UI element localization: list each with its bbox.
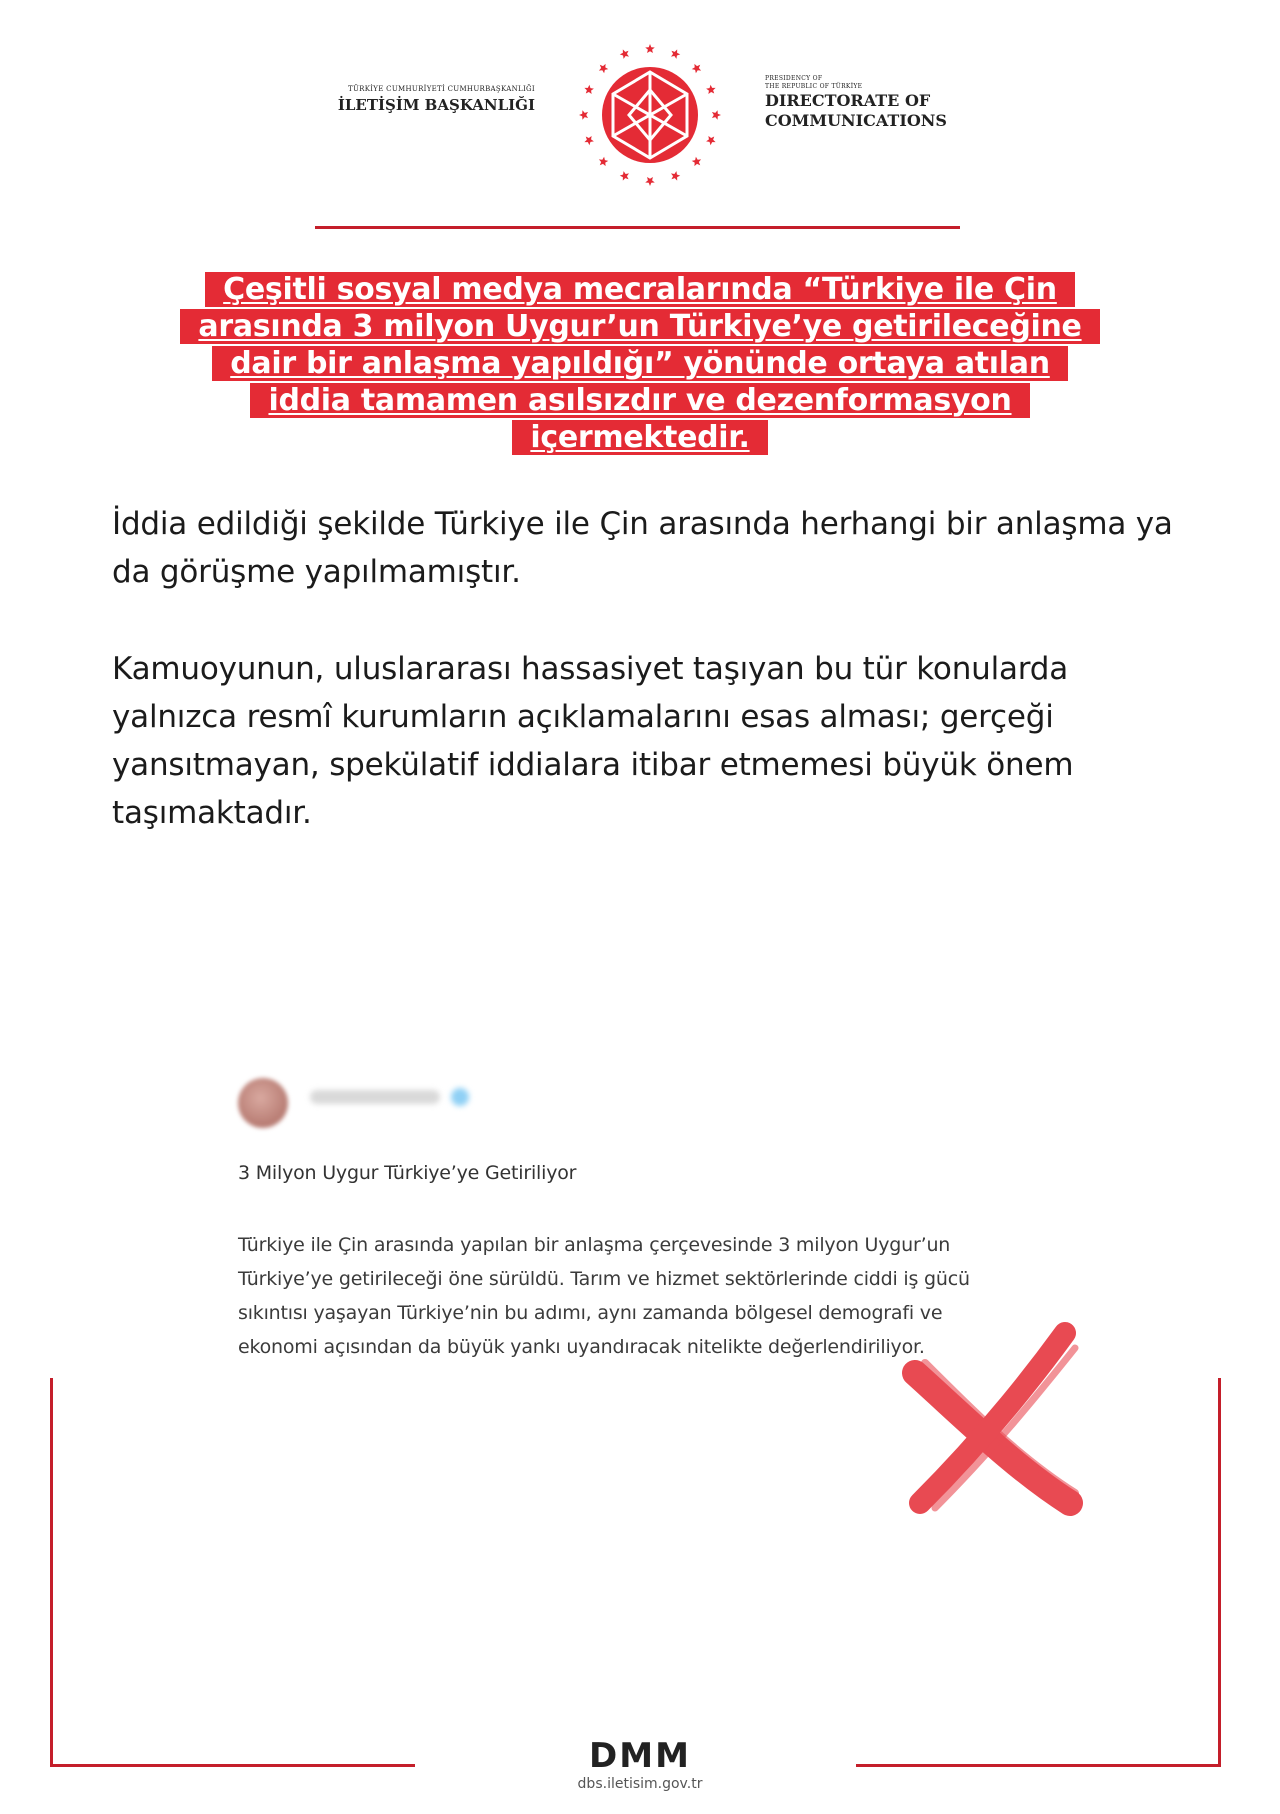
emblem-star-icon (706, 136, 715, 145)
post-body: Türkiye ile Çin arasında yapılan bir anlaşma çerçevesinde 3 milyon Uygur’un Türkiye’ye getirileceği öne sürüldü. Tarım ve hizmet sektörlerinde ciddi iş gücü sıkıntısı yaşayan Türkiye’nin bu adımı, aynı zamanda bölgesel demografi ve ekonomi açısından da büyük yankı uyandıracak nitelikte değerlendiriliyor. (238, 1234, 970, 1358)
headline-line (100, 420, 1180, 457)
dmm-logo: DMM (589, 1736, 691, 1776)
headline-line (100, 309, 1180, 346)
headline-text: iddia tamamen asılsızdır ve dezenformasyon (250, 383, 1029, 418)
emblem-star-icon (712, 110, 721, 120)
headline-text: dair bir anlaşma yapıldığı” yönünde ortaya atılan (212, 346, 1068, 381)
body-paragraph-2: Kamuoyunun, uluslararası hassasiyet taşıyan bu tür konularda yalnızca resmî kurumların açıklamalarını esas alması; gerçeği yansıtmayan, spekülatif iddialara itibar etmemesi büyük önem taşımaktadır. (112, 651, 1074, 831)
emblem-star-icon (599, 64, 608, 73)
logo-text-turkish (338, 85, 535, 114)
emblem-star-icon (620, 171, 629, 180)
logo-left-small: TÜRKİYE CUMHURİYETİ CUMHURBAŞKANLIĞI (347, 85, 535, 93)
red-cross-icon (895, 1318, 1095, 1518)
blurred-username (310, 1090, 440, 1104)
emblem-star-icon (671, 171, 680, 180)
logo-right-small-2: THE REPUBLIC OF TÜRKİYE (765, 83, 863, 90)
logo-right-big-2: COMMUNICATIONS (765, 111, 947, 130)
top-divider (315, 226, 960, 229)
headline-line (100, 383, 1180, 420)
footer (515, 1738, 765, 1792)
emblem-star-icon (584, 85, 593, 94)
logo-left-big: İLETİŞİM BAŞKANLIĞI (337, 96, 535, 114)
emblem-star-icon (706, 85, 715, 94)
logo-text-english (765, 75, 947, 131)
verified-badge-icon (451, 1088, 469, 1106)
headline-text: içermektedir. (512, 420, 767, 455)
headline-line (100, 272, 1180, 309)
headline-line (100, 346, 1180, 383)
footer-site: dbs.iletisim.gov.tr (577, 1776, 703, 1792)
emblem-star-icon (620, 49, 629, 58)
headline (100, 272, 1180, 457)
headline-text: arasında 3 milyon Uygur’un Türkiye’ye getirileceğine (180, 309, 1099, 344)
emblem-star-icon (692, 157, 701, 166)
emblem-star-icon (645, 177, 655, 186)
emblem-star-icon (692, 64, 701, 73)
post-title: 3 Milyon Uygur Türkiye’ye Getiriliyor (238, 1162, 577, 1184)
headline-text: Çeşitli sosyal medya mecralarında “Türkiye ile Çin (205, 272, 1075, 307)
emblem-star-icon (599, 157, 608, 166)
emblem-star-icon (645, 44, 655, 53)
presidential-emblem-icon (575, 40, 725, 190)
frame-right-border (1218, 1378, 1221, 1766)
logo-right-big-1: DIRECTORATE OF (765, 91, 931, 110)
emblem-star-icon (584, 136, 593, 145)
frame-bottom-right-border (856, 1764, 1221, 1767)
frame-left-border (50, 1378, 53, 1766)
blurred-avatar (238, 1078, 288, 1128)
emblem-star-icon (671, 49, 680, 58)
logo-right-small-1: PRESIDENCY OF (765, 75, 823, 82)
body-paragraph-1: İddia edildiği şekilde Türkiye ile Çin arasında herhangi bir anlaşma ya da görüşme yapılmamıştır. (112, 506, 1173, 590)
frame-bottom-left-border (50, 1764, 415, 1767)
header (0, 40, 1280, 190)
emblem-star-icon (579, 110, 588, 120)
